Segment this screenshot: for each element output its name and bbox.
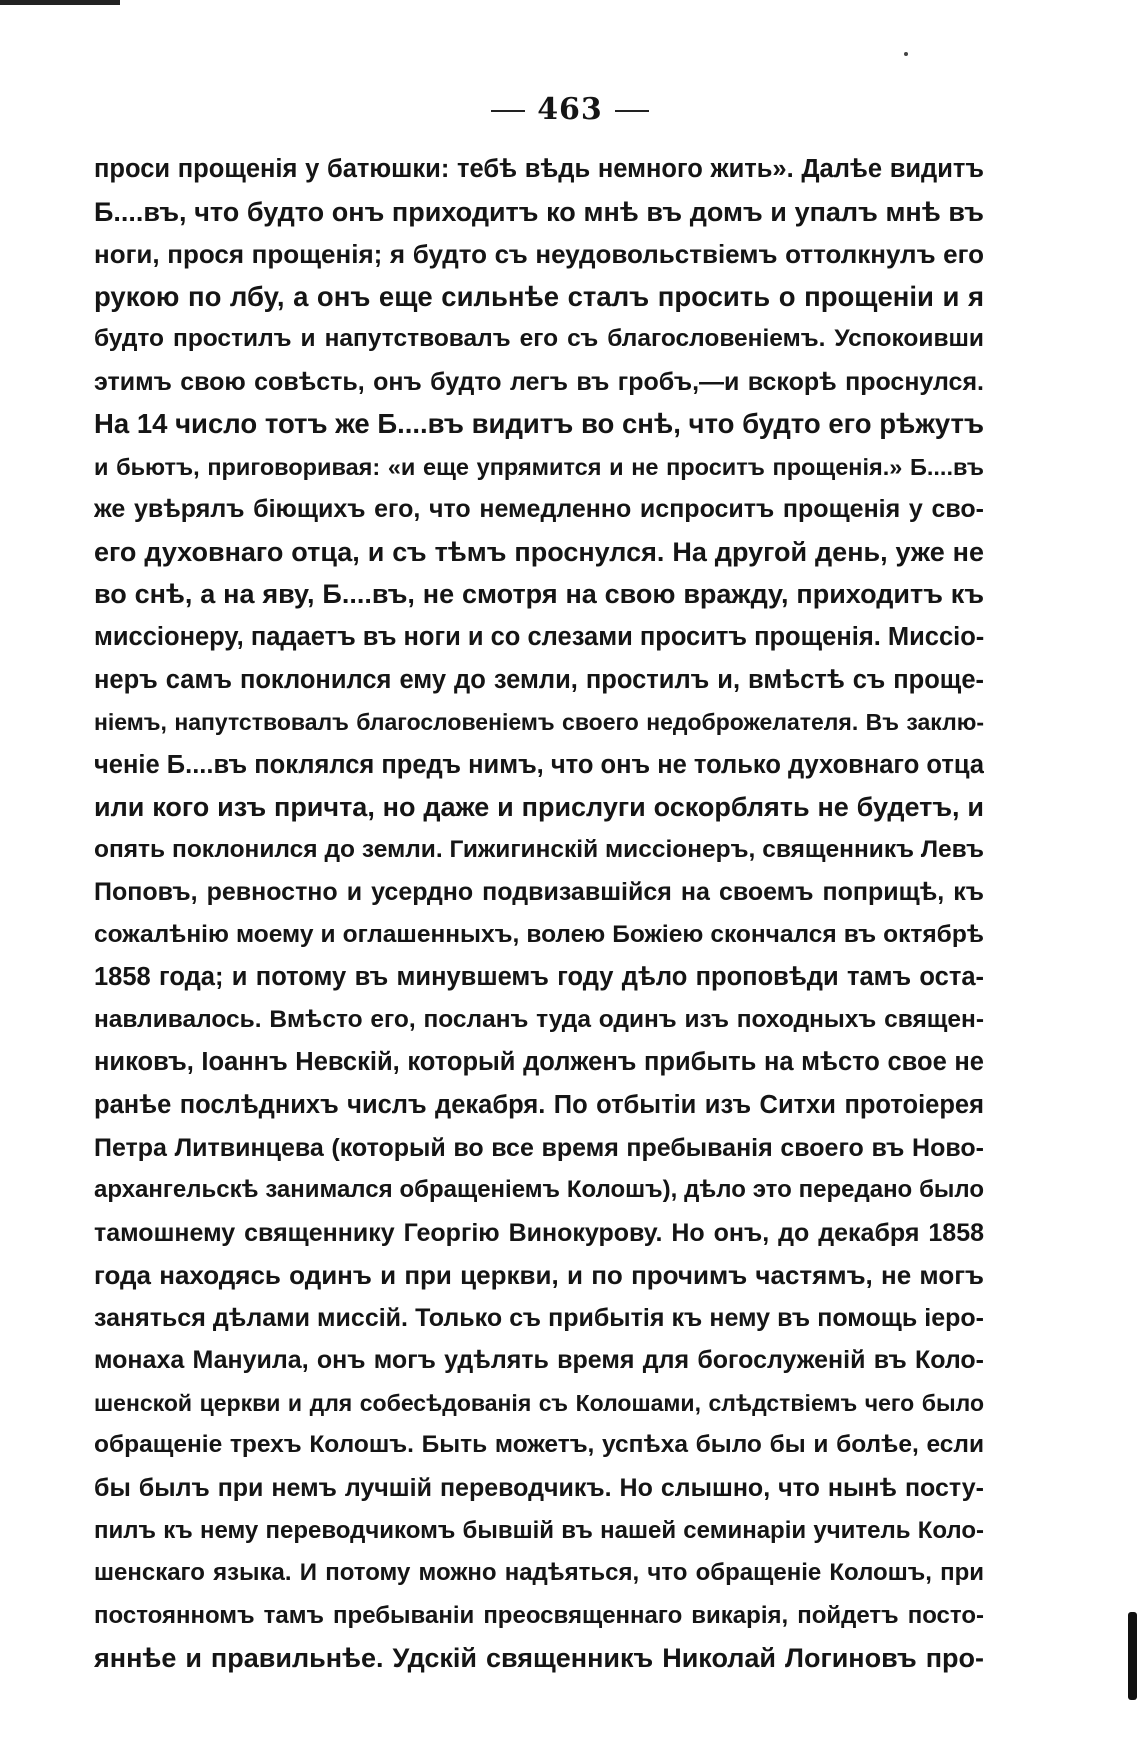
text-line: навливалось. Вмѣсто его, посланъ туда одинъ изъ походныхъ священ-: [94, 1005, 984, 1033]
text-line: монаха Мануила, онъ могъ удѣлять время для богослуженій въ Коло-: [94, 1346, 984, 1375]
text-line: и бьютъ, приговоривая: «и еще упрямится и не проситъ прощенія.» Б....въ: [94, 453, 984, 480]
text-line: или кого изъ причта, но даже и прислуги оскорблять не будетъ, и: [94, 792, 984, 823]
body-text: [94, 148, 984, 1680]
text-line: 1858 года; и потому въ минувшемъ году дѣло проповѣди тамъ оста-: [94, 963, 984, 992]
text-line: этимъ свою совѣсть, онъ будто легъ въ гробъ,—и вскорѣ проснулся.: [94, 367, 984, 396]
page-number-value: 463: [537, 92, 603, 127]
text-line: проси прощенія у батюшки: тебѣ вѣдь немного жить». Далѣе видитъ: [94, 155, 984, 183]
text-line: бы былъ при немъ лучшій переводчикъ. Но слышно, что нынѣ посту-: [94, 1473, 984, 1502]
page-number-dash-left: [491, 110, 525, 112]
text-line: заняться дѣлами миссій. Только съ прибытія къ нему въ помощь іеро-: [94, 1303, 984, 1332]
scan-edge-rule: [0, 0, 120, 5]
text-line: Б....въ, что будто онъ приходитъ ко мнѣ въ домъ и упалъ мнѣ въ: [94, 196, 984, 227]
text-line: ноги, прося прощенія; я будто съ неудовольствіемъ оттолкнулъ его: [94, 239, 984, 270]
text-line: тамошнему священнику Георгію Винокурову. Но онъ, до декабря 1858: [94, 1218, 984, 1247]
text-line: яннѣе и правильнѣе. Удскій священникъ Николай Логиновъ про-: [94, 1643, 984, 1674]
page-number-dash-right: [615, 110, 649, 112]
scan-edge-mark: [1128, 1612, 1137, 1700]
text-line: ранѣе послѣднихъ числъ декабря. По отбытіи изъ Ситхи протоіерея: [94, 1091, 984, 1120]
text-line: ніемъ, напутствовалъ благословеніемъ своего недоброжелателя. Въ заклю-: [94, 709, 984, 736]
text-line: постоянномъ тамъ пребываніи преосвященнаго викарія, пойдетъ посто-: [94, 1601, 984, 1629]
text-line: На 14 число тотъ же Б....въ видитъ во снѣ, что будто его рѣжутъ: [94, 408, 984, 440]
text-line: же увѣрялъ біющихъ его, что немедленно испроситъ прощенія у сво-: [94, 495, 984, 524]
text-line: пилъ къ нему переводчикомъ бывшій въ нашей семинаріи учитель Коло-: [94, 1516, 984, 1544]
text-line: во снѣ, а на яву, Б....въ, не смотря на свою вражду, приходитъ къ: [94, 579, 984, 610]
text-line: рукою по лбу, а онъ еще сильнѣе сталъ просить о прощеніи и я: [94, 280, 984, 312]
text-line: ченіе Б....въ поклялся предъ нимъ, что онъ не только духовнаго отца: [94, 750, 984, 779]
text-line: обращеніе трехъ Колошъ. Быть можетъ, успѣха было бы и болѣе, если: [94, 1431, 984, 1459]
text-line: неръ самъ поклонился ему до земли, простилъ и, вмѣстѣ съ проще-: [94, 665, 984, 694]
text-line: архангельскѣ занимался обращеніемъ Колошъ), дѣло это передано было: [94, 1176, 984, 1204]
page-number: [0, 92, 1140, 127]
text-line: опять поклонился до земли. Гижигинскій миссіонеръ, священникъ Левъ: [94, 835, 984, 863]
text-line: года находясь одинъ и при церкви, и по прочимъ частямъ, не могъ: [94, 1260, 984, 1291]
text-line: миссіонеру, падаетъ въ ноги и со слезами проситъ прощенія. Миссіо-: [94, 623, 984, 652]
text-line: его духовнаго отца, и съ тѣмъ проснулся. На другой день, уже не: [94, 536, 984, 567]
text-line: никовъ, Іоаннъ Невскій, который долженъ прибыть на мѣсто свое не: [94, 1048, 984, 1077]
text-line: шенской церкви и для собесѣдованія съ Колошами, слѣдствіемъ чего было: [94, 1389, 984, 1416]
text-line: Поповъ, ревностно и усердно подвизавшійся на своемъ поприщѣ, къ: [94, 878, 984, 907]
text-line: сожалѣнію моему и оглашенныхъ, волею Божіею скончался въ октябрѣ: [94, 920, 984, 948]
text-line: будто простилъ и напутствовалъ его съ благословеніемъ. Успокоивши: [94, 325, 984, 353]
text-line: Петра Литвинцева (который во все время пребыванія своего въ Ново-: [94, 1133, 984, 1162]
scan-speck: [904, 52, 908, 56]
text-line: шенскаго языка. И потому можно надѣяться, что обращеніе Колошъ, при: [94, 1559, 984, 1587]
